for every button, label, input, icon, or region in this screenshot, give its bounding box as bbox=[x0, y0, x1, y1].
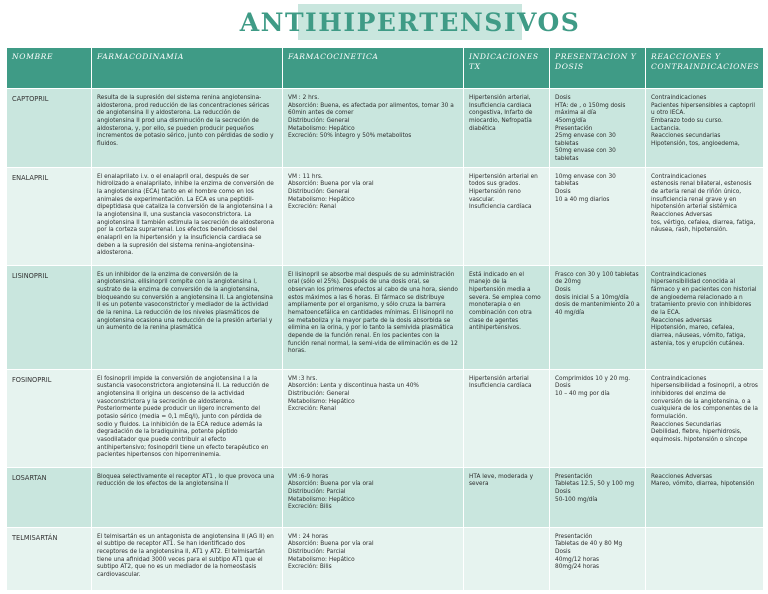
farmacocinetica-cell: El lisinopril se absorbe mal después de su administración oral (sólo el 25%). Después de una dosis oral, se observan los primeros efectos al cabo de una hora, siendo estos máximos a las 6 horas. El fármaco se distribuye ampliamente por el organismo, y sólo cruza la barrera hematoencefálica en cantidades mínimas. El lisinopril no se metaboliza y la mayor parte de la dosis absorbida se elimina en la orina, y por lo tanto la semivida plasmática depende de la función renal. En los pacientes con la función renal normal, la semi-vida de eliminación es de 12 horas. bbox=[283, 265, 464, 369]
presentacion-cell: Frasco con 30 y 100 tabletas de 20mg Dosis dosis inicial 5 a 10mg/día dosis de mantenimiento 20 a 40 mg/día bbox=[550, 265, 646, 369]
header-farmacocinetica: FARMACOCINETICA bbox=[283, 48, 464, 89]
presentacion-cell: Presentación Tabletas 12.5, 50 y 100 mg Dosis 50-100 mg/día bbox=[550, 467, 646, 527]
reacciones-cell: Contraindicaciones estenosis renal bilateral, estenosis de arteria renal de riñón único, insuficiencia renal grave y en hipotensión arterial sistémica Reacciones Adversas tos, vértigo, cefalea, diarrea, fatiga, náusea, rash, hipotensión. bbox=[646, 167, 764, 265]
farmacodinamia-cell: El enalaprilato i.v. o el enalapril oral, después de ser hidrolizado a enalaprilato, inhibe la enzima de conversión de la angiotensina (ECA) tanto en el hombre como en los animales de experimentación. La ECA es una peptidil-dipeptidasa que cataliza la conversión de la angiotensina I a la angiotensina II, una sustancia vasoconstrictora. La angiotensina II también estimula la secreción de aldosterona por la corteza suprarrenal. Los efectos beneficiosos del enalapril en la hipertensión y la insuficiencia cardiaca se deben a la supresión del sistema renina-angiotensina-aldosterona. bbox=[92, 167, 283, 265]
presentacion-cell: Dosis HTA: de , o 150mg dosis máxima al día 45omg/día Presentación 25mg envase con 30 tabletas 50mg envase con 30 tabletas bbox=[550, 89, 646, 168]
page-title: ANTIHIPERTENSIVOS bbox=[239, 7, 581, 37]
header-row bbox=[7, 48, 764, 89]
indicaciones-cell: Hipertensión arterial Insuficiencia cardíaca bbox=[464, 369, 550, 467]
title-banner bbox=[239, 4, 581, 40]
drug-table bbox=[6, 47, 764, 591]
reacciones-cell: Contraindicaciones Pacientes hipersensibles a captopril u otro IECA. Embarazo todo su curso. Lactancia. Reacciones secundarias Hipotensión, tos, angioedema, bbox=[646, 89, 764, 168]
farmacodinamia-cell: Bloquea selectivamente el receptor AT1 , lo que provoca una reducción de los efectos de la angiotensina II bbox=[92, 467, 283, 527]
reacciones-cell: Contraindicaciones hipersensibilidad conocida al fármaco y en pacientes con historial de angioedema relacionado a n tratamiento previo con inhibidores de la ECA. Reacciones adversas Hipotensión, mareo, cefalea, diarrea, náuseas, vómito, fatiga, astenia, tos y erupción cutánea. bbox=[646, 265, 764, 369]
farmacocinetica-cell: VM : 11 hrs. Absorción: Buena por vía oral Distribución: General Metabolismo: Hepático Excreción: Renal bbox=[283, 167, 464, 265]
table-row bbox=[7, 527, 764, 590]
drug-name: LOSARTAN bbox=[7, 467, 92, 527]
indicaciones-cell: Está indicado en el manejo de la hipertensión media a severa. Se emplea como monoterapia o en combinación con otra clase de agentes antihipertensivos. bbox=[464, 265, 550, 369]
reacciones-cell: Reacciones Adversas Mareo, vómito, diarrea, hipotensión bbox=[646, 467, 764, 527]
drug-name: FOSINOPRIL bbox=[7, 369, 92, 467]
farmacodinamia-cell: El telmisartán es un antagonista de angiotensina II (AG II) en el subtipo de receptor AT1. Se han identificado dos receptores de la angiotensina II, AT1 y AT2. El telmisartán tiene una afinidad 3000 veces para el subtipo AT1 que el subtipo AT2, que no es un mediador de la homeostasis cardiovascular. bbox=[92, 527, 283, 590]
farmacocinetica-cell: VM : 2 hrs. Absorción: Buena, es afectada por alimentos, tomar 30 a 60min antes de comer Distribución: General Metabolismo: Hepático Excreción: 50% íntegro y 50% metabolitos bbox=[283, 89, 464, 168]
drug-name: LISINOPRIL bbox=[7, 265, 92, 369]
table-row bbox=[7, 89, 764, 168]
table-row bbox=[7, 369, 764, 467]
table-row bbox=[7, 167, 764, 265]
farmacodinamia-cell: Resulta de la supresión del sistema renina angiotensina-aldosterona, prod reducción de las concentraciones séricas de angiotensina II y aldosterona. La reducción de angiotensina II prod una disminución de la secreción de aldosterona, y, por ello, se pueden producir pequeños incrementos de potasio sérico, junto con pérdidas de sodio y fluidos. bbox=[92, 89, 283, 168]
header-indicaciones: INDICACIONES TX bbox=[464, 48, 550, 89]
table-row bbox=[7, 467, 764, 527]
drug-name: ENALAPRIL bbox=[7, 167, 92, 265]
reacciones-cell bbox=[646, 527, 764, 590]
indicaciones-cell: Hipertensión arterial en todos sus grados. Hipertensión reno vascular. Insuficiencia cardíaca bbox=[464, 167, 550, 265]
table-row bbox=[7, 265, 764, 369]
header-farmacodinamia: FARMACODINAMIA bbox=[92, 48, 283, 89]
farmacocinetica-cell: VM :6-9 horas Absorción: Buena por vía oral Distribución: Parcial Metabolismo: Hepático Excreción: Bilis bbox=[283, 467, 464, 527]
farmacocinetica-cell: VM : 24 horas Absorción: Buena por vía oral Distribución: Parcial Metabolismo: Hepático Excreción: Bilis bbox=[283, 527, 464, 590]
header-reacciones: REACCIONES Y CONTRAINDICACIONES bbox=[646, 48, 764, 89]
indicaciones-cell: HTA leve, moderada y severa bbox=[464, 467, 550, 527]
farmacodinamia-cell: El fosinopril impide la conversión de angiotensina I a la sustancia vasoconstrictora angiotensina II. La reducción de angiotensina II origina un descenso de la actividad vasoconstrictora y la secreción de aldosterona. Posteriormente puede producir un ligero incremento del potasio sérico (media = 0,1 mEq/l), junto con pérdida de sodio y fluidos. La inhibición de la ECA reduce además la degradación de la bradiquinina, potente péptido vasodilatador que puede contribuir al efecto antihipertensivo; fosinopdril tiene un efecto terapéutico en pacientes hipertensos con hiporreninemia. bbox=[92, 369, 283, 467]
drug-name: CAPTOPRIL bbox=[7, 89, 92, 168]
farmacodinamia-cell: Es un inhibidor de la enzima de conversión de la angiotensina. ellisinopril compite con la angiotensina I, sustrato de la enzima de conversión de la angiotensina, bloqueando su conversión a angiotensina II. La angiotensina II es un potente vasoconstrictor y mediador de la actividad de la renina. La reducción de los niveles plasmáticos de angiotensina ocasiona una reducción de la presión arterial y un aumento de la renina plasmática bbox=[92, 265, 283, 369]
header-nombre: NOMBRE bbox=[7, 48, 92, 89]
indicaciones-cell: Hipertensión arterial, Insuficiencia cardiaca congestiva, Infarto de miocardio, Nefropatía diabética bbox=[464, 89, 550, 168]
presentacion-cell: Presentación Tabletas de 40 y 80 Mg Dosis 40mg/12 horas 80mg/24 horas bbox=[550, 527, 646, 590]
header-presentacion: PRESENTACION Y DOSIS bbox=[550, 48, 646, 89]
farmacocinetica-cell: VM :3 hrs. Absorción: Lenta y discontinua hasta un 40% Distribución: General Metabolismo: Hepático Excreción: Renal bbox=[283, 369, 464, 467]
presentacion-cell: Comprimidos 10 y 20 mg. Dosis 10 – 40 mg por día bbox=[550, 369, 646, 467]
drug-name: TELMISARTÁN bbox=[7, 527, 92, 590]
reacciones-cell: Contraindicaciones hipersensibilidad a fosinopril, a otros inhibidores del enzima de conversión de la angiotensina, o a cualquiera de los componentes de la formulación. Reacciones Secundarias Debilidad, fiebre, hiperhidrosis, equimosis. hipotensión o síncope bbox=[646, 369, 764, 467]
presentacion-cell: 10mg envase con 30 tabletas Dosis 10 a 40 mg diarios bbox=[550, 167, 646, 265]
indicaciones-cell bbox=[464, 527, 550, 590]
